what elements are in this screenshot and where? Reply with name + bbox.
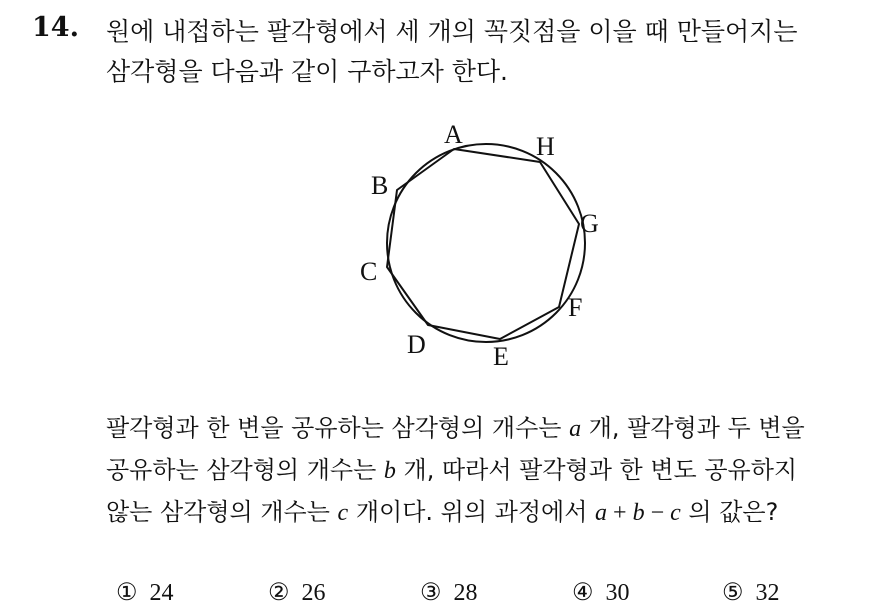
answer-choices <box>116 578 876 608</box>
body-text: 개, 팔각형과 두 변을 <box>581 414 805 442</box>
choice-2-mark: ② <box>268 580 290 606</box>
variable-b: b <box>383 458 396 484</box>
circumscribed-circle <box>387 144 585 342</box>
vertex-label-d: D <box>407 330 426 359</box>
body-text: 개, 따라서 팔각형과 한 변도 공유하지 <box>395 456 798 484</box>
choice-1[interactable] <box>116 578 174 607</box>
vertex-label-g: G <box>580 209 599 238</box>
octagon <box>387 149 579 339</box>
choice-3-mark: ③ <box>420 580 442 606</box>
body-text: 않는 삼각형의 개수는 <box>106 498 338 526</box>
octagon-figure <box>350 110 620 385</box>
body-text: 공유하는 삼각형의 개수는 <box>106 456 384 484</box>
body-text: 의 값은? <box>680 498 779 526</box>
choice-4-mark: ④ <box>572 580 594 606</box>
stem-line-1: 원에 내접하는 팔각형에서 세 개의 꼭짓점을 이을 때 만들어지는 <box>106 17 798 46</box>
choice-3[interactable] <box>420 578 478 607</box>
vertex-label-e: E <box>493 342 509 371</box>
vertex-label-c: C <box>360 257 378 286</box>
choice-2[interactable] <box>268 578 326 607</box>
expr-variable-b: b <box>632 500 645 526</box>
choice-5[interactable] <box>722 578 780 607</box>
vertex-label-a: A <box>444 120 463 149</box>
question-number: 14. <box>32 12 79 43</box>
stem-line-2: 삼각형을 다음과 같이 구하고자 한다. <box>106 57 508 86</box>
choice-4-value: 30 <box>605 580 630 606</box>
body-line-1 <box>106 408 876 450</box>
choice-1-value: 24 <box>149 580 174 606</box>
vertex-label-h: H <box>536 132 555 161</box>
body-line-2 <box>106 450 876 492</box>
variable-c: c <box>337 500 349 526</box>
body-text: 팔각형과 한 변을 공유하는 삼각형의 개수는 <box>106 414 570 442</box>
choice-3-value: 28 <box>453 580 478 606</box>
vertex-label-f: F <box>568 293 583 322</box>
choice-2-value: 26 <box>301 580 326 606</box>
inscribed-octagon-diagram <box>350 110 620 385</box>
question-stem <box>106 12 866 92</box>
choice-5-mark: ⑤ <box>722 580 744 606</box>
variable-a: a <box>569 416 582 442</box>
vertex-label-b: B <box>371 171 389 200</box>
minus-operator: − <box>644 500 671 526</box>
choice-4[interactable] <box>572 578 630 607</box>
choice-5-value: 32 <box>755 580 780 606</box>
question-body <box>106 408 876 534</box>
expr-variable-c: c <box>670 500 681 526</box>
choice-1-mark: ① <box>116 580 138 606</box>
body-line-3 <box>106 492 876 534</box>
body-text: 개이다. 위의 과정에서 <box>348 498 596 526</box>
expr-variable-a: a <box>595 500 608 526</box>
plus-operator: + <box>607 500 633 526</box>
